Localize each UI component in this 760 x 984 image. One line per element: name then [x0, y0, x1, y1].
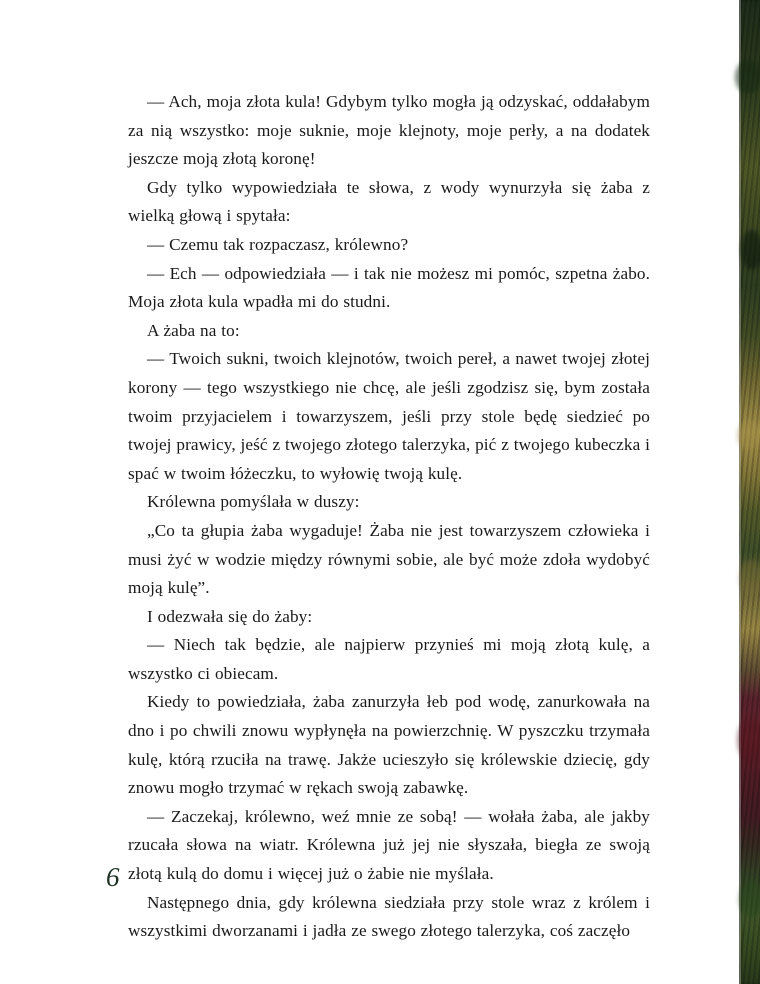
- foliage-photo-strip: [739, 0, 760, 984]
- body-text-block: [128, 88, 650, 946]
- paragraph: — Ech — odpowiedziała — i tak nie możesz mi pomóc, szpetna żabo. Moja złota kula wpadła mi do studni.: [128, 263, 650, 312]
- leaf-blob: [739, 880, 760, 918]
- leaf-blob: [739, 560, 760, 596]
- page-number: 6: [106, 862, 120, 892]
- paragraph: — Zaczekaj, królewno, weź mnie ze sobą! — wołała żaba, ale jakby rzucała słowa na wiatr. Królewna już jej nie słyszała, biegła ze swoją złotą kulą do domu i więcej już o żabie nie myślała.: [128, 806, 650, 884]
- paragraph: Następnego dnia, gdy królewna siedziała przy stole wraz z królem i wszystkimi dworzanami i jadła ze swego złotego talerzyka, coś zaczęło: [128, 892, 650, 941]
- paragraph: — Twoich sukni, twoich klejnotów, twoich pereł, a nawet twojej złotej korony — tego wszystkiego nie chcę, ale jeśli zgodzisz się, bym została twoim przyjacielem i towarzyszem, jeśli przy stole będę siedzieć po twojej prawicy, jeść z twojego złotego talerzyka, pić z twojego kubeczka i spać w twoim łóżeczku, to wyłowię twoją kulę.: [128, 349, 650, 483]
- paragraph: Gdy tylko wypowiedziała te słowa, z wody wynurzyła się żaba z wielką głową i spytała:: [128, 177, 650, 226]
- paragraph: Królewna pomyślała w duszy:: [147, 492, 360, 512]
- paragraph: — Niech tak będzie, ale najpierw przynieś mi moją złotą kulę, a wszystko ci obiecam.: [128, 635, 650, 683]
- paragraph: Kiedy to powiedziała, żaba zanurzyła łeb pod wodę, zanurkowała na dno i po chwili znowu wypłynęła na powierzchnię. W pyszczku trzymała kulę, którą rzuciła na trawę. Jakże ucieszyło się królewskie dziecię, gdy znowu mogło trzymać w rękach swoją zabawkę.: [128, 692, 650, 798]
- strip-inner-edge: [739, 0, 741, 984]
- paragraph: „Co ta głupia żaba wygaduje! Żaba nie jest towarzyszem człowieka i musi żyć w wodzie między równymi sobie, ale być może zdoła wydobyć moją kulę”.: [128, 520, 650, 598]
- paragraph: A żaba na to:: [147, 320, 240, 340]
- paragraph: — Ach, moja złota kula! Gdybym tylko mogła ją odzyskać, oddałabym za nią wszystko: moje suknie, moje klejnoty, moje perły, a na dodatek jeszcze moją złotą koronę!: [128, 92, 650, 169]
- leaf-blob: [741, 230, 760, 270]
- paragraph: — Czemu tak rozpaczasz, królewno?: [147, 234, 409, 254]
- paragraph: I odezwała się do żaby:: [147, 606, 313, 626]
